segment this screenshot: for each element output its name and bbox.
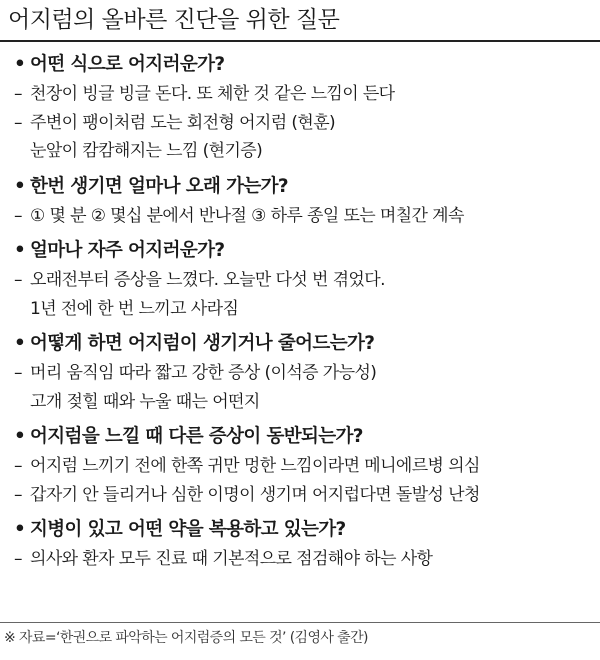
bullet-icon: • — [14, 519, 26, 540]
answer-text: 머리 움직임 따라 짧고 강한 증상 (이석증 가능성) — [30, 363, 377, 383]
question-section-4 — [14, 323, 594, 416]
bullet-icon: • — [14, 333, 26, 354]
question-text: 어지럼을 느낄 때 다른 증상이 동반되는가? — [30, 426, 363, 447]
page-title: 어지럼의 올바른 진단을 위한 질문 — [8, 7, 340, 33]
footer-divider — [0, 622, 600, 623]
answer-line-continued — [14, 295, 594, 324]
answer-line — [14, 452, 594, 481]
dash-icon: – — [14, 205, 22, 226]
answer-text: ① 몇 분 ② 몇십 분에서 반나절 ③ 하루 종일 또는 며칠간 계속 — [30, 205, 464, 226]
answer-text: 고개 젖힐 때와 누울 때는 어떤지 — [30, 391, 260, 412]
dash-icon: – — [14, 549, 22, 569]
question-section-2 — [14, 166, 594, 231]
dash-icon: – — [14, 363, 22, 383]
question-heading — [14, 44, 594, 80]
question-text: 한번 생기면 얼마나 오래 가는가? — [30, 175, 289, 197]
answer-text: 의사와 환자 모두 진료 때 기본적으로 점검해야 하는 사항 — [30, 549, 433, 569]
dash-icon: – — [14, 484, 22, 505]
answer-line — [14, 481, 594, 510]
bullet-icon: • — [14, 54, 26, 75]
answer-text: 어지럼 느끼기 전에 한쪽 귀만 멍한 느낌이라면 메니에르병 의심 — [30, 456, 480, 476]
question-text: 어떤 식으로 어지러운가? — [30, 54, 225, 75]
question-heading — [14, 166, 594, 202]
question-heading — [14, 416, 594, 452]
answer-text: 눈앞이 캄캄해지는 느낌 (현기증) — [30, 141, 263, 161]
question-heading — [14, 509, 594, 545]
answer-line — [14, 80, 594, 109]
answer-text: 1년 전에 한 번 느끼고 사라짐 — [30, 298, 239, 319]
dash-icon: – — [14, 84, 22, 104]
bullet-icon: • — [14, 175, 26, 197]
bullet-icon: • — [14, 426, 26, 447]
bullet-icon: • — [14, 240, 26, 261]
question-text: 얼마나 자주 어지러운가? — [30, 240, 225, 261]
answer-text: 갑자기 안 들리거나 심한 이명이 생기며 어지럽다면 돌발성 난청 — [30, 484, 480, 505]
answer-line-continued — [14, 137, 594, 166]
title-divider — [0, 40, 600, 42]
answer-line-continued — [14, 388, 594, 417]
answer-text: 천장이 빙글 빙글 돈다. 또 체한 것 같은 느낌이 든다 — [30, 84, 395, 104]
answer-line — [14, 266, 594, 295]
answer-text: 주변이 팽이처럼 도는 회전형 어지럼 (현훈) — [30, 112, 336, 133]
question-section-6 — [14, 509, 594, 574]
dash-icon: – — [14, 112, 22, 133]
answer-line — [14, 545, 594, 574]
answer-line — [14, 359, 594, 388]
question-text: 어떻게 하면 어지럼이 생기거나 줄어드는가? — [30, 333, 375, 354]
answer-text: 오래전부터 증상을 느꼈다. 오늘만 다섯 번 겪었다. — [30, 270, 385, 290]
dash-icon: – — [14, 270, 22, 290]
question-heading — [14, 323, 594, 359]
answer-line — [14, 109, 594, 138]
question-section-5 — [14, 416, 594, 509]
question-section-3 — [14, 230, 594, 323]
dash-icon: – — [14, 456, 22, 476]
answer-line — [14, 202, 594, 231]
question-section-1 — [14, 44, 594, 166]
question-list — [14, 44, 594, 574]
question-heading — [14, 230, 594, 266]
question-text: 지병이 있고 어떤 약을 복용하고 있는가? — [30, 519, 346, 540]
source-caption: ※ 자료=‘한권으로 파악하는 어지럼증의 모든 것’ (김영사 출간) — [4, 630, 368, 646]
